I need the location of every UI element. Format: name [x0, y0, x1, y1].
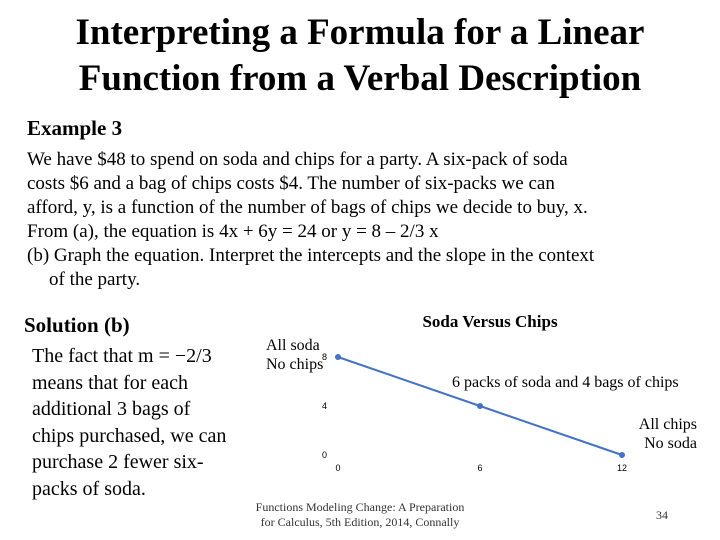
y-tick-label: 8 [321, 352, 327, 362]
annotation-line: All chips [638, 416, 697, 433]
annotation-line: No soda [644, 435, 697, 452]
footer-citation [250, 500, 470, 530]
data-point [335, 354, 341, 360]
y-tick-label: 4 [321, 401, 327, 411]
chart-layer [322, 352, 627, 473]
title-line-2: Function from a Verbal Description [78, 58, 642, 99]
x-tick-label: 12 [616, 463, 628, 473]
paragraph-line: We have $48 to spend on soda and chips for a party. A six-pack of soda [27, 149, 568, 170]
data-point [477, 403, 483, 409]
x-tick-label: 6 [477, 463, 483, 473]
chart-title: Soda Versus Chips [422, 312, 558, 331]
title-line-1: Interpreting a Formula for a Linear [75, 12, 645, 53]
annotation-midpoint: 6 packs of soda and 4 bags of chips [452, 374, 679, 391]
paragraph-line: (b) Graph the equation. Interpret the intercepts and the slope in the context [27, 245, 595, 266]
footer-line: Functions Modeling Change: A Preparation [255, 500, 465, 514]
paragraph-line: afford, y, is a function of the number of bags of chips we decide to buy, x. [27, 197, 588, 218]
paragraph-line: From (a), the equation is 4x + 6y = 24 or y = 8 – 2/3 x [27, 221, 439, 242]
annotation-line: All soda [266, 337, 320, 354]
paragraph-line: costs $6 and a bag of chips costs $4. The number of six-packs we can [27, 173, 555, 194]
solution-line: The fact that m = −2/3 [32, 345, 212, 367]
solution-line: additional 3 bags of [32, 398, 191, 420]
solution-line: means that for each [32, 371, 189, 394]
solution-line: packs of soda. [32, 477, 146, 500]
footer-line: for Calculus, 5th Edition, 2014, Connally [260, 515, 460, 529]
paragraph-line: of the party. [49, 269, 141, 290]
example-heading: Example 3 [27, 116, 123, 140]
data-point [619, 452, 625, 458]
x-tick-label: 0 [335, 463, 341, 473]
page-number: 34 [656, 508, 668, 522]
solution-line: purchase 2 fewer six- [32, 451, 204, 473]
solution-heading: Solution (b) [24, 313, 130, 337]
y-tick-label: 0 [321, 450, 327, 460]
annotation-line: No chips [266, 356, 324, 373]
solution-line: chips purchased, we can [32, 424, 227, 447]
